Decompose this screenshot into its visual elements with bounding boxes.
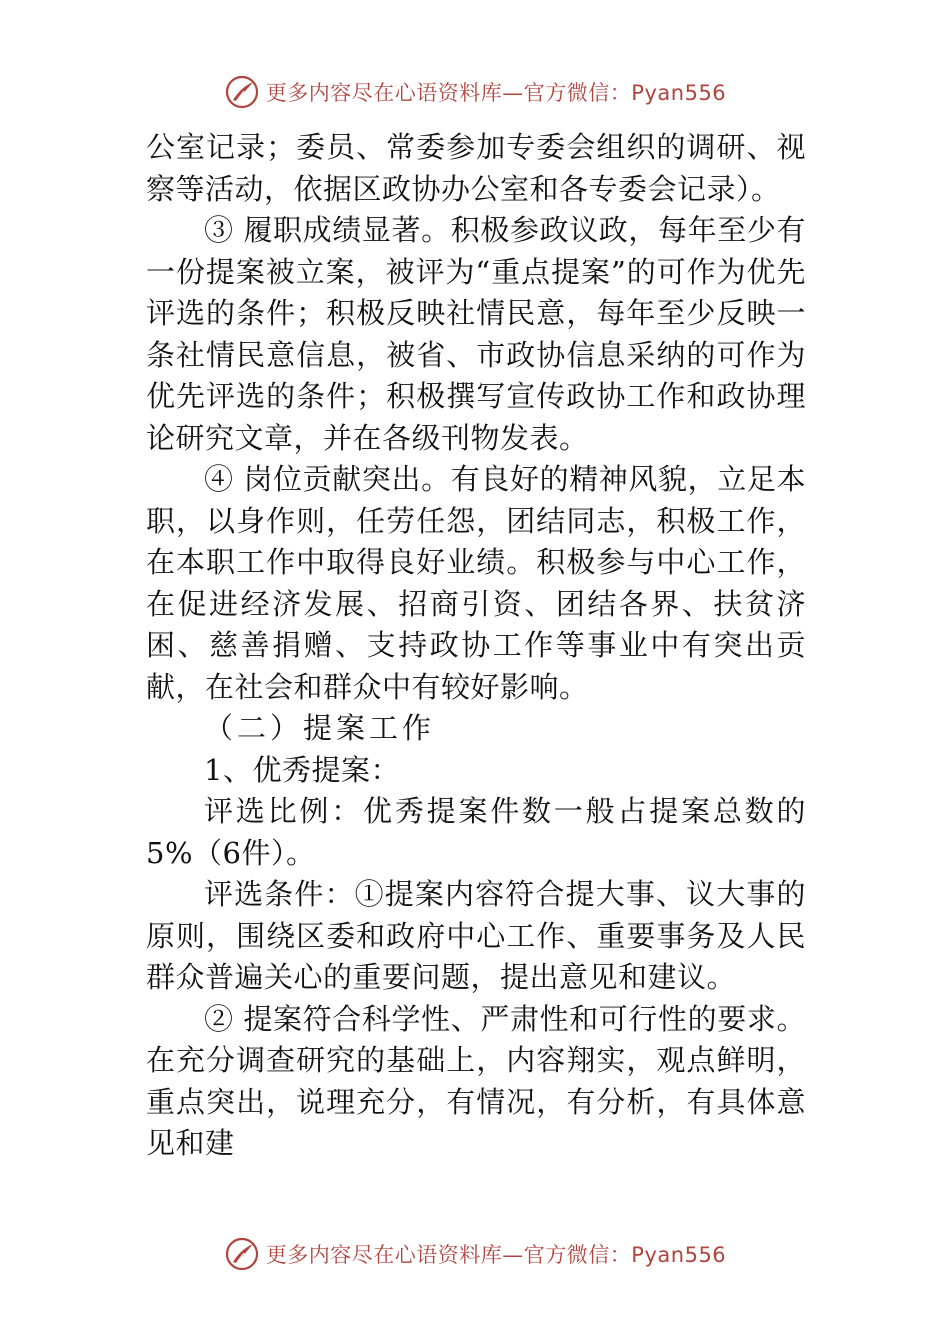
paragraph-item-3: ③ 履职成绩显著。积极参政议政，每年至少有一份提案被立案，被评为“重点提案”的可作为优先评选的条件；积极反映社情民意，每年至少反映一条社情民意信息，被省、市政协信息采纳的可作为优先评选的条件；积极撰写宣传政协工作和政协理论研究文章，并在各级刊物发表。 [146,213,806,455]
header-banner [0,70,950,114]
quill-logo-icon [224,1236,260,1272]
paragraph-continuation: 公室记录；委员、常委参加专委会组织的调研、视察等活动，依据区政协办公室和各专委会记录）。 [146,130,806,206]
document-body [146,127,806,1165]
banner-text: 更多内容尽在心语资料库—官方微信：Pyan556 [265,1243,727,1267]
banner-text: 更多内容尽在心语资料库—官方微信：Pyan556 [265,81,727,105]
paragraph-criteria-1: 评选条件：①提案内容符合提大事、议大事的原则，围绕区委和政府中心工作、重要事务及人民群众普遍关心的重要问题，提出意见和建议。 [146,877,806,994]
paragraph-item-4: ④ 岗位贡献突出。有良好的精神风貌，立足本职，以身作则，任劳任怨，团结同志，积极工作，在本职工作中取得良好业绩。积极参与中心工作，在促进经济发展、招商引资、团结各界、扶贫济困、慈善捐赠、支持政协工作等事业中有突出贡献，在社会和群众中有较好影响。 [146,462,806,704]
paragraph-criteria-2: ② 提案符合科学性、严肃性和可行性的要求。在充分调查研究的基础上，内容翔实，观点鲜明，重点突出，说理充分，有情况，有分析，有具体意见和建 [146,1001,806,1160]
subsection-title: 1、优秀提案： [204,752,400,787]
footer-banner [0,1232,950,1276]
quill-logo-icon [224,74,260,110]
paragraph-ratio: 评选比例：优秀提案件数一般占提案总数的 5%（6件）。 [146,794,806,870]
section-heading: （二）提案工作 [204,711,436,745]
